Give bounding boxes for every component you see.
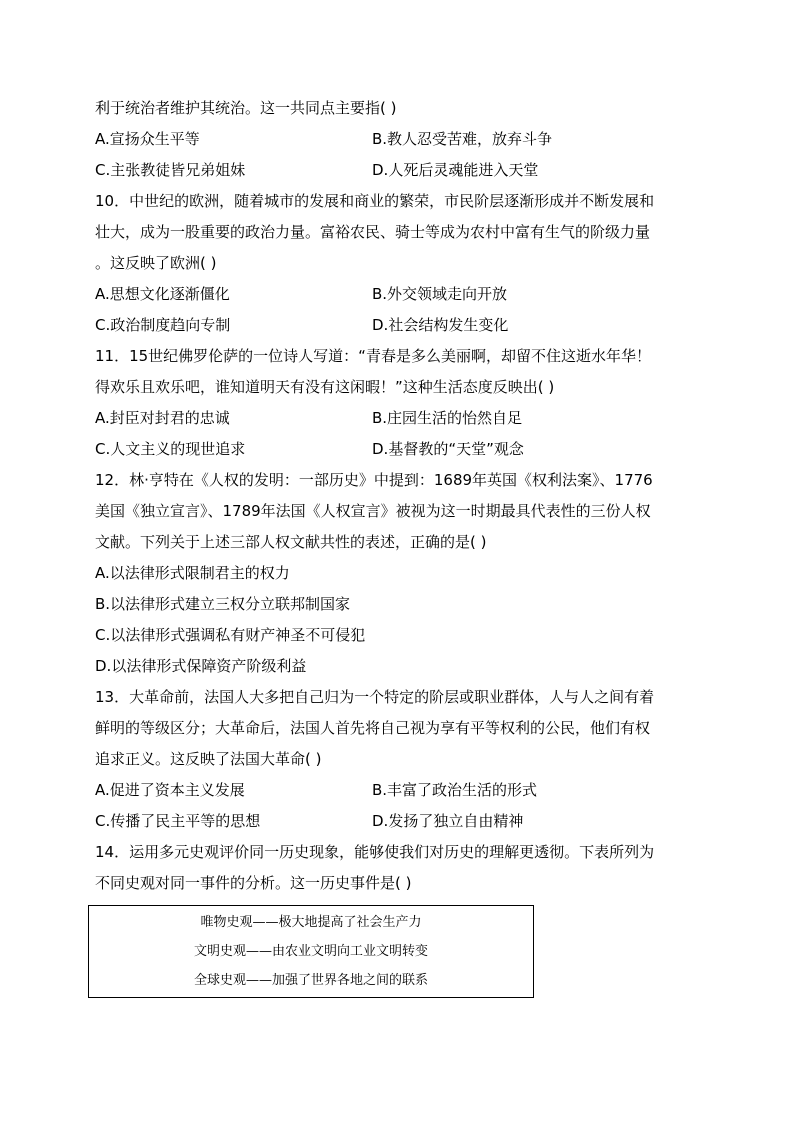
- option-right: B.庄园生活的怡然自足: [372, 409, 523, 427]
- option-row: [95, 806, 707, 837]
- text-line: D.以法律形式保障资产阶级利益: [95, 657, 307, 675]
- option-row: [95, 155, 707, 186]
- text-line: 美国《独立宣言》、1789年法国《人权宣言》被视为这一时期最具代表性的三份人权: [95, 502, 651, 520]
- text-line: 。这反映了欧洲( ): [95, 254, 217, 272]
- text-line: 文献。下列关于上述三部人权文献共性的表述，正确的是( ): [95, 533, 487, 551]
- text-line: 得欢乐且欢乐吧，谁知道明天有没有这闲暇！”这种生活态度反映出( ): [95, 378, 555, 396]
- table-row: 文明史观——由农业文明向工业文明转变: [193, 944, 428, 959]
- table-row: 全球史观——加强了世界各地之间的联系: [193, 973, 428, 988]
- table-row: 唯物史观——极大地提高了社会生产力: [200, 915, 422, 930]
- text-line: 11．15世纪佛罗伦萨的一位诗人写道：“青春是多么美丽啊，却留不住这逝水年华！: [95, 347, 651, 365]
- option-left: A.宣扬众生平等: [95, 130, 200, 148]
- option-right: B.丰富了政治生活的形式: [372, 781, 538, 799]
- option-row: [95, 279, 707, 310]
- option-left: A.封臣对封君的忠诚: [95, 409, 230, 427]
- history-views-table: [88, 905, 534, 998]
- option-row: [95, 775, 707, 806]
- question-text: [95, 93, 707, 899]
- option-right: D.基督教的“天堂”观念: [372, 440, 524, 458]
- option-right: D.人死后灵魂能进入天堂: [372, 161, 539, 179]
- option-left: C.人文主义的现世追求: [95, 440, 246, 458]
- option-left: A.思想文化逐渐僵化: [95, 285, 230, 303]
- text-line: A.以法律形式限制君主的权力: [95, 564, 290, 582]
- option-right: D.发扬了独立自由精神: [372, 812, 524, 830]
- option-left: C.主张教徒皆兄弟姐妹: [95, 161, 246, 179]
- option-row: [95, 310, 707, 341]
- text-line: 10．中世纪的欧洲，随着城市的发展和商业的繁荣，市民阶层逐渐形成并不断发展和: [95, 192, 655, 210]
- option-left: C.政治制度趋向专制: [95, 316, 231, 334]
- text-line: 不同史观对同一事件的分析。这一历史事件是( ): [95, 874, 412, 892]
- text-line: 追求正义。这反映了法国大革命( ): [95, 750, 322, 768]
- text-line: 12．林·亨特在《人权的发明：一部历史》中提到：1689年英国《权利法案》、1776: [95, 471, 653, 489]
- option-right: B.教人忍受苦难，放弃斗争: [372, 130, 553, 148]
- text-line: 鲜明的等级区分；大革命后，法国人首先将自己视为享有平等权利的公民，他们有权: [95, 719, 651, 737]
- option-right: D.社会结构发生变化: [372, 316, 509, 334]
- option-left: C.传播了民主平等的思想: [95, 812, 261, 830]
- text-line: 14．运用多元史观评价同一历史现象，能够使我们对历史的理解更透彻。下表所列为: [95, 843, 655, 861]
- option-row: [95, 124, 707, 155]
- text-line: 利于统治者维护其统治。这一共同点主要指( ): [95, 99, 397, 117]
- option-left: A.促进了资本主义发展: [95, 781, 245, 799]
- text-line: C.以法律形式强调私有财产神圣不可侵犯: [95, 626, 366, 644]
- option-right: B.外交领域走向开放: [372, 285, 508, 303]
- text-line: 壮大，成为一股重要的政治力量。富裕农民、骑士等成为农村中富有生气的阶级力量: [95, 223, 651, 241]
- text-line: 13．大革命前，法国人大多把自己归为一个特定的阶层或职业群体，人与人之间有着: [95, 688, 655, 706]
- option-row: [95, 434, 707, 465]
- option-row: [95, 403, 707, 434]
- text-line: B.以法律形式建立三权分立联邦制国家: [95, 595, 351, 613]
